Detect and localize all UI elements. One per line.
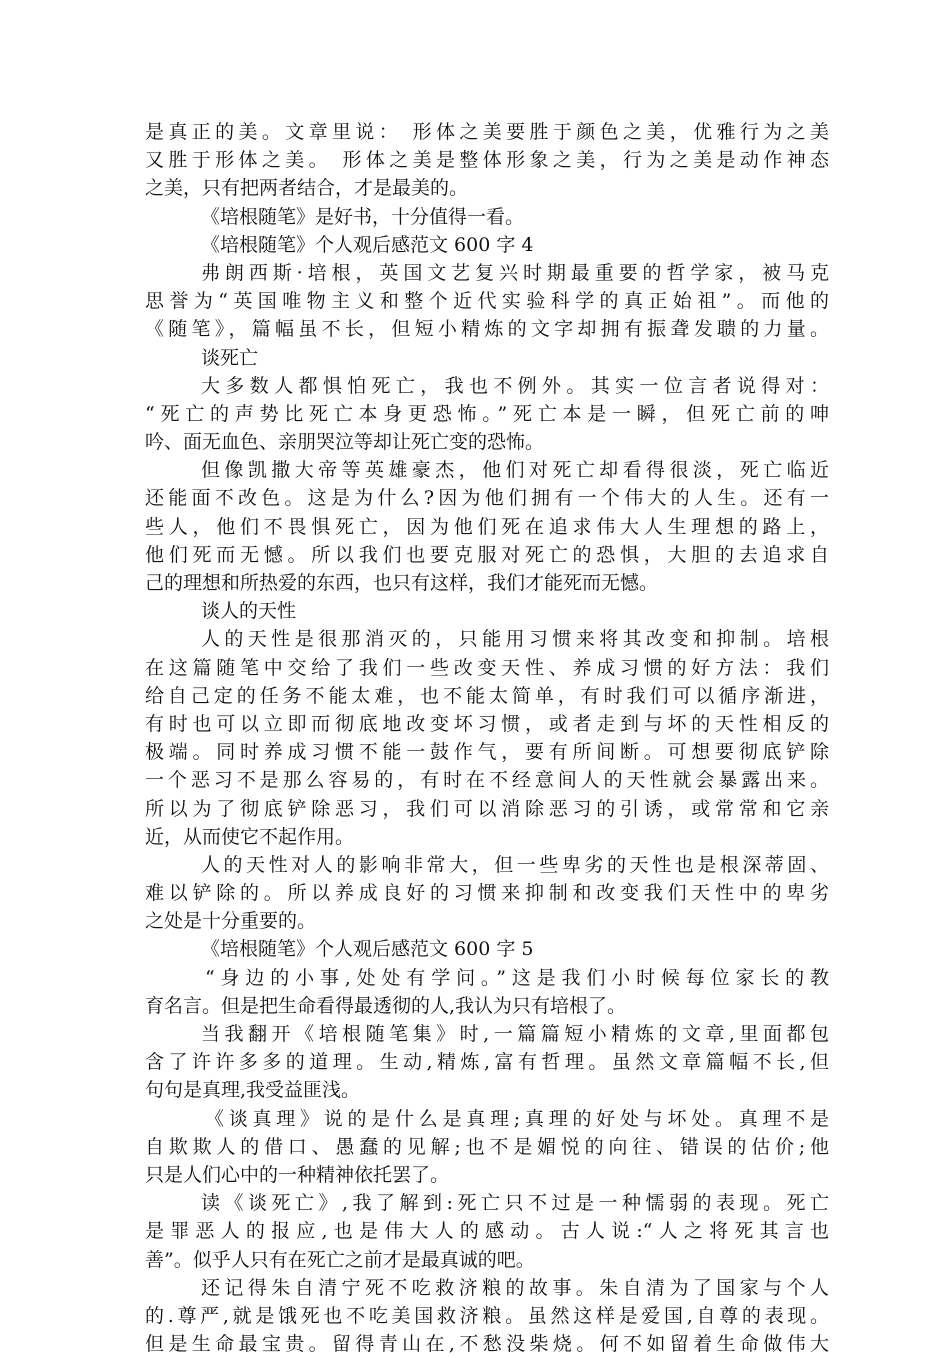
- text-line: 但是生命最宝贵。留得青山在,不愁没柴烧。何不如留着生命做伟大: [145, 1333, 829, 1356]
- text-line: 些人，他们不畏惧死亡，因为他们死在追求伟大人生理想的路上，: [145, 515, 829, 538]
- text-line: 思誉为“英国唯物主义和整个近代实验科学的真正始祖”。而他的: [145, 290, 829, 313]
- text-line: 的.尊严,就是饿死也不吃美国救济粮。虽然这样是爱国,自尊的表现。: [145, 1304, 829, 1327]
- text-line: 所以为了彻底铲除恶习，我们可以消除恶习的引诱，或常常和它亲: [145, 797, 829, 820]
- text-line: 含了许许多多的道理。生动,精炼,富有哲理。虽然文章篇幅不长,但: [145, 1051, 829, 1074]
- text-line: 当我翻开《培根随笔集》时,一篇篇短小精炼的文章,里面都包: [201, 1023, 829, 1045]
- text-line: 近，从而使它不起作用。: [145, 825, 355, 848]
- text-line: 还能面不改色。这是为什么?因为他们拥有一个伟大的人生。还有一: [145, 487, 829, 510]
- text-line: 又胜于形体之美。 形体之美是整体形象之美，行为之美是动作神态: [145, 149, 829, 172]
- text-line: 善”。似乎人只有在死亡之前才是最真诚的吧。: [145, 1248, 535, 1271]
- text-line: 人的天性是很那消灭的，只能用习惯来将其改变和抑制。培根: [201, 628, 829, 651]
- text-line: 《培根随笔》是好书，十分值得一看。: [201, 205, 525, 228]
- text-line: 自欺欺人的借口、愚蠢的见解;也不是媚悦的向往、错误的估价;他: [145, 1135, 829, 1158]
- text-line: 之处是十分重要的。: [145, 910, 317, 933]
- document-page: [145, 118, 829, 1358]
- text-line: “身边的小事,处处有学问。”这是我们小时候每位家长的教: [205, 966, 829, 989]
- text-line: 谈死亡: [201, 346, 259, 369]
- text-line: 他们死而无憾。所以我们也要克服对死亡的恐惧，大胆的去追求自: [145, 543, 829, 566]
- text-line: “死亡的声势比死亡本身更恐怖。”死亡本是一瞬，但死亡前的呻: [145, 402, 829, 425]
- text-line: 但像凯撒大帝等英雄豪杰，他们对死亡却看得很淡，死亡临近: [201, 459, 829, 482]
- text-line: 人的天性对人的影响非常大，但一些卑劣的天性也是根深蒂固、: [201, 853, 829, 876]
- text-line: 之美，只有把两者结合，才是最美的。: [145, 177, 469, 200]
- text-line: 己的理想和所热爱的东西，也只有这样，我们才能死而无憾。: [145, 572, 659, 594]
- text-line: 是真正的美。文章里说： 形体之美要胜于颜色之美，优雅行为之美: [145, 121, 829, 143]
- text-line: 句句是真理,我受益匪浅。: [145, 1079, 361, 1102]
- text-line: 育名言。但是把生命看得最透彻的人,我认为只有培根了。: [145, 994, 627, 1017]
- text-line: 是罪恶人的报应,也是伟大人的感动。古人说:“人之将死其言也: [145, 1220, 829, 1243]
- text-line: 在这篇随笔中交给了我们一些改变天性、养成习惯的好方法：我们: [145, 656, 829, 679]
- text-line: 难以铲除的。所以养成良好的习惯来抑制和改变我们天性中的卑劣: [145, 882, 829, 905]
- text-line: 《培根随笔》个人观后感范文 600 字 4: [201, 233, 534, 256]
- text-line: 谈人的天性: [201, 600, 297, 623]
- text-line: 一个恶习不是那么容易的，有时在不经意间人的天性就会暴露出来。: [145, 769, 829, 792]
- text-line: 吟、面无血色、亲朋哭泣等却让死亡变的恐怖。: [145, 431, 545, 454]
- text-line: 读《谈死亡》,我了解到:死亡只不过是一种懦弱的表现。死亡: [201, 1192, 829, 1215]
- text-line: 大多数人都惧怕死亡，我也不例外。其实一位言者说得对：: [201, 374, 829, 397]
- text-line: 弗朗西斯·培根，英国文艺复兴时期最重要的哲学家，被马克: [201, 261, 829, 284]
- text-line: 还记得朱自清宁死不吃救济粮的故事。朱自清为了国家与个人: [201, 1276, 829, 1299]
- text-line: 《培根随笔》个人观后感范文 600 字 5: [201, 938, 534, 961]
- text-line: 只是人们心中的一种精神依托罢了。: [145, 1163, 450, 1186]
- text-line: 有时也可以立即而彻底地改变坏习惯，或者走到与坏的天性相反的: [145, 712, 829, 735]
- text-line: 极端。同时养成习惯不能一鼓作气，要有所间断。可想要彻底铲除: [145, 741, 829, 764]
- text-line: 《随笔》，篇幅虽不长，但短小精炼的文字却拥有振聋发聩的力量。: [145, 318, 829, 341]
- text-line: 《谈真理》说的是什么是真理;真理的好处与坏处。真理不是: [205, 1107, 829, 1130]
- text-line: 给自己定的任务不能太难，也不能太简单，有时我们可以循序渐进，: [145, 684, 829, 707]
